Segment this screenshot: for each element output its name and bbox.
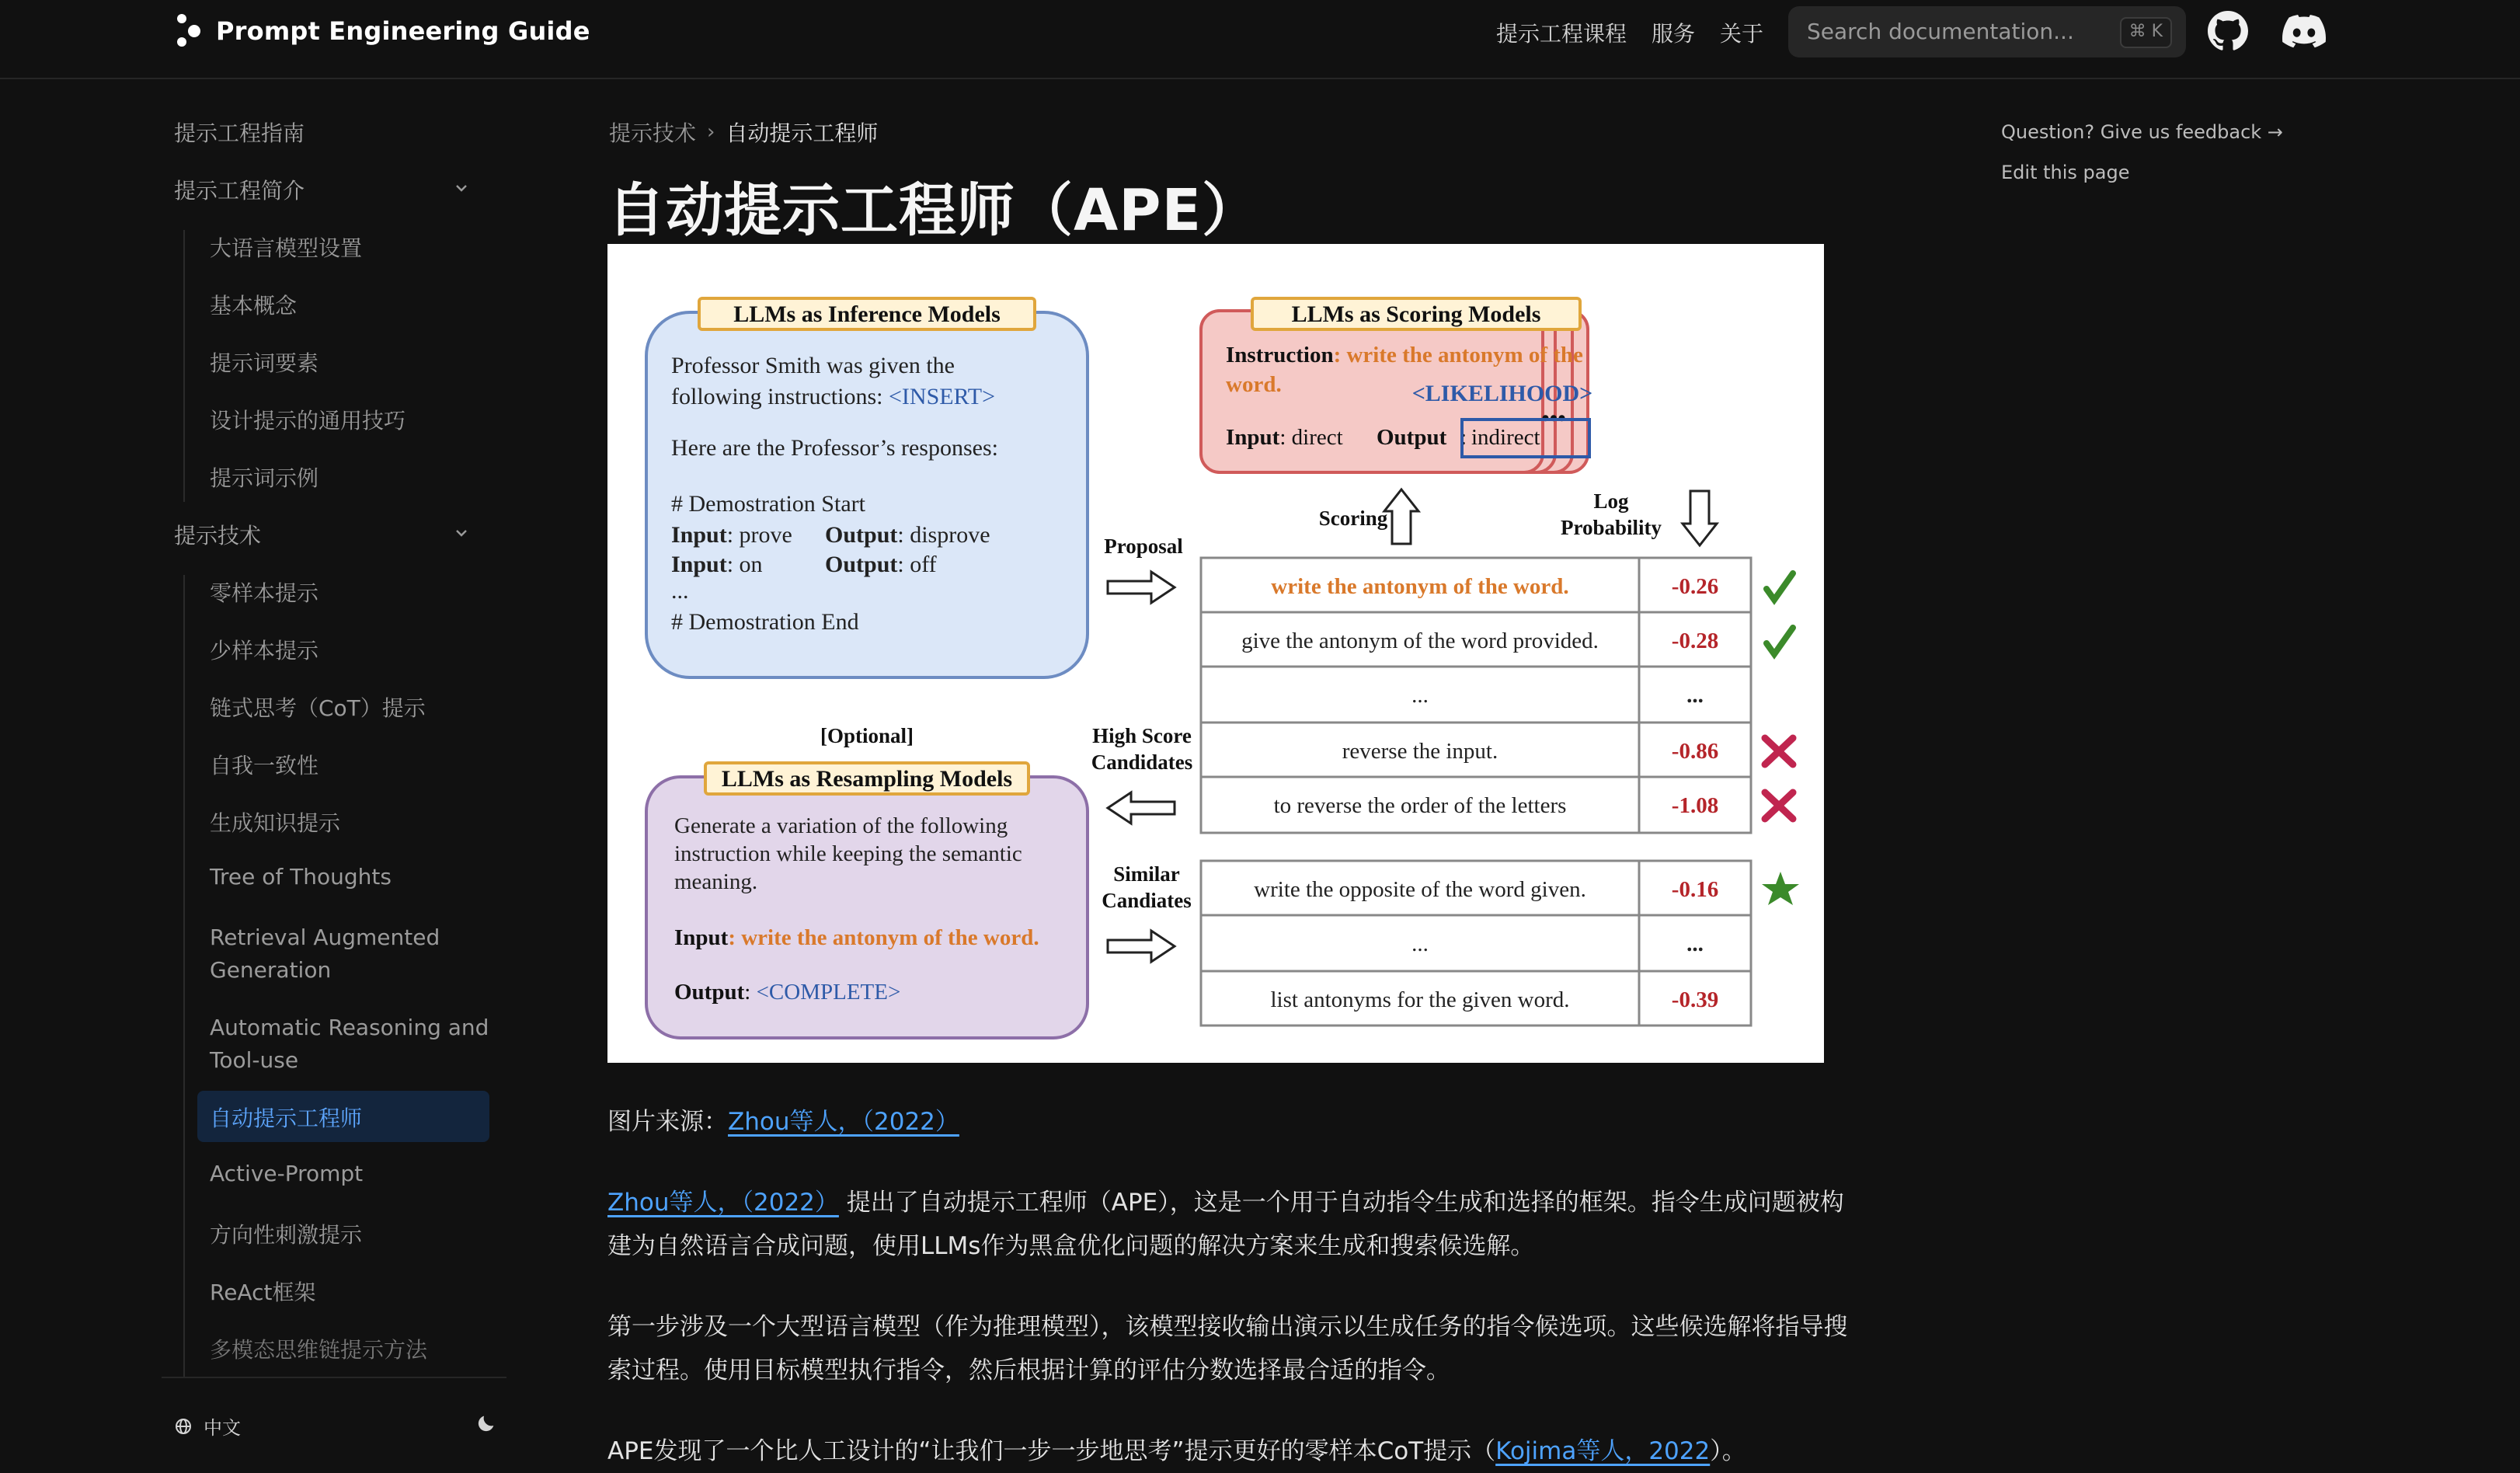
cross-icon	[1765, 792, 1793, 819]
sidebar-item-consistency[interactable]: 自我一致性	[210, 753, 319, 778]
logo-icon	[174, 12, 210, 50]
caption-source-link[interactable]: Zhou等人，（2022）	[728, 1108, 959, 1136]
breadcrumb-parent[interactable]: 提示技术	[609, 120, 697, 146]
scoring-instruction: Instruction: write the antonym of the	[1226, 343, 1583, 367]
candidate-text: ...	[1411, 683, 1429, 708]
language-label: 中文	[204, 1417, 241, 1439]
ape-figure	[607, 244, 1824, 1063]
paragraph-1	[607, 1181, 1913, 1268]
similar-candidate-text: ...	[1411, 932, 1429, 956]
sidebar-item-tips[interactable]: 设计提示的通用技巧	[210, 408, 406, 434]
top-navbar	[0, 0, 2520, 79]
inference-line: following instructions: <INSERT>	[671, 384, 996, 409]
sidebar-item-ape-label[interactable]: 自动提示工程师	[210, 1106, 363, 1131]
moon-icon[interactable]	[475, 1412, 497, 1434]
sidebar-item-fewshot[interactable]: 少样本提示	[210, 638, 319, 663]
resampling-model-title: LLMs as Resampling Models	[721, 766, 1013, 792]
demo-row: Output: disprove	[825, 522, 990, 548]
similar-candidate-score: -0.16	[1671, 877, 1719, 902]
scoring-output-value: indirect	[1471, 425, 1540, 450]
search-placeholder: Search documentation...	[1807, 19, 2074, 44]
proposal-label: Proposal	[1104, 535, 1183, 558]
sidebar-item-tot[interactable]: Tree of Thoughts	[210, 864, 392, 890]
check-icon	[1766, 573, 1793, 600]
figure-caption	[607, 1100, 1913, 1144]
chevron-down-icon[interactable]	[452, 524, 471, 542]
arrow-up-icon	[1384, 489, 1418, 544]
inference-line: Here are the Professor’s responses:	[671, 435, 998, 461]
sidebar-item-art[interactable]	[210, 1012, 489, 1077]
zhou-paper-link[interactable]: Zhou等人，（2022）	[607, 1189, 839, 1217]
candidate-score: -0.26	[1671, 574, 1719, 599]
demo-row: Output: off	[825, 552, 937, 577]
search-input[interactable]	[1788, 6, 2186, 57]
high-score-label: High Score	[1092, 724, 1192, 747]
paragraph-2	[607, 1305, 1913, 1392]
paragraph-3	[607, 1429, 1913, 1473]
sidebar-item-label: Generation	[210, 957, 332, 983]
resampling-line: instruction while keeping the semantic	[674, 841, 1022, 866]
paragraph-text: 提出了自动提示工程师（APE），这是一个用于自动指令生成和选择的框架。指令生成问题被构	[838, 1189, 1844, 1217]
demo-row: Input: on	[671, 552, 763, 577]
sidebar-item-react[interactable]: ReAct框架	[210, 1280, 316, 1305]
paragraph-line: 建为自然语言合成问题，使用LLMs作为黑盒优化问题的解决方案来生成和搜索候选解。	[607, 1232, 1535, 1260]
nav-link-about[interactable]: 关于	[1720, 21, 1764, 47]
log-probability-label: Probability	[1560, 516, 1662, 539]
candidate-score: ...	[1686, 683, 1704, 708]
scoring-instruction-cont: word.	[1226, 372, 1282, 397]
sidebar-item-basics[interactable]: 基本概念	[210, 293, 298, 319]
sidebar-item-elements[interactable]: 提示词要素	[210, 350, 319, 376]
inference-line: # Demostration Start	[671, 491, 865, 517]
candidate-score: -1.08	[1671, 793, 1719, 818]
chevron-down-icon[interactable]	[452, 179, 471, 197]
cross-icon	[1765, 738, 1793, 764]
candidate-score: -0.86	[1671, 739, 1719, 764]
sidebar-guide-line	[183, 575, 185, 1377]
search-shortcut-badge: ⌘ K	[2120, 17, 2172, 48]
sidebar-item-cot[interactable]: 链式思考（CoT）提示	[210, 695, 426, 721]
paragraph-text: APE发现了一个比人工设计的“让我们一步一步地思考”提示更好的零样本CoT提示（	[607, 1437, 1496, 1465]
candidate-text: write the antonym of the word.	[1271, 574, 1569, 599]
high-score-label: Candidates	[1091, 750, 1193, 774]
resampling-output: Output: <COMPLETE>	[674, 980, 901, 1005]
check-icon	[1766, 628, 1793, 654]
arrow-right-icon	[1108, 572, 1175, 603]
sidebar-item-rag[interactable]	[210, 921, 440, 987]
candidate-text: to reverse the order of the letters	[1273, 793, 1567, 818]
sidebar-item-guide[interactable]: 提示工程指南	[174, 120, 305, 146]
candidate-score: -0.28	[1671, 629, 1719, 653]
brand-logo[interactable]	[174, 12, 590, 50]
scoring-output-label: Output	[1377, 425, 1447, 450]
sidebar-item-multimodal-cot[interactable]: 多模态思维链提示方法	[210, 1337, 428, 1363]
scoring-input: Input: direct	[1226, 425, 1343, 450]
feedback-link[interactable]: Question? Give us feedback →	[2001, 121, 2283, 143]
resampling-line: Generate a variation of the following	[674, 813, 1008, 838]
kojima-paper-link[interactable]: Kojima等人，2022	[1495, 1437, 1711, 1465]
sidebar-item-intro[interactable]: 提示工程简介	[174, 178, 305, 204]
sidebar-item-active-prompt[interactable]: Active-Prompt	[210, 1161, 364, 1186]
chevron-right-icon: ›	[707, 120, 715, 144]
arrow-down-icon	[1683, 491, 1717, 545]
resampling-line: meaning.	[674, 869, 758, 894]
breadcrumb	[609, 117, 878, 148]
sidebar-item-knowledge[interactable]: 生成知识提示	[210, 810, 341, 836]
language-switcher[interactable]	[174, 1412, 241, 1440]
sidebar-item-techniques[interactable]: 提示技术	[174, 523, 262, 548]
caption-prefix: 图片来源：	[607, 1108, 728, 1136]
github-icon[interactable]	[2208, 11, 2248, 51]
arrow-right-icon	[1108, 931, 1175, 962]
scoring-output-colon: :	[1460, 425, 1467, 450]
inference-line: # Demostration End	[671, 609, 859, 635]
arrow-left-icon	[1108, 792, 1175, 824]
candidate-text: give the antonym of the word provided.	[1241, 629, 1599, 653]
edit-page-link[interactable]: Edit this page	[2001, 162, 2130, 183]
candidate-text: reverse the input.	[1342, 739, 1498, 764]
similar-candidate-text: list antonyms for the given word.	[1270, 987, 1570, 1012]
sidebar-item-label: Automatic Reasoning and	[210, 1015, 489, 1040]
paragraph-line: 索过程。使用目标模型执行指令，然后根据计算的评估分数选择最合适的指令。	[607, 1356, 1450, 1384]
globe-icon	[174, 1417, 193, 1436]
paragraph-line	[607, 1181, 1913, 1224]
breadcrumb-current: 自动提示工程师	[726, 120, 879, 146]
resampling-input: Input: write the antonym of the word.	[674, 925, 1039, 950]
scoring-model-title: LLMs as Scoring Models	[1291, 301, 1541, 327]
candidate-table	[1201, 558, 1751, 833]
similar-candidate-text: write the opposite of the word given.	[1254, 877, 1586, 902]
paragraph-text: ）。	[1710, 1437, 1746, 1465]
demo-row: Input: prove	[671, 522, 792, 548]
similar-candidate-score: -0.39	[1671, 987, 1719, 1012]
ellipsis-text: •••	[1541, 406, 1566, 431]
paragraph-line: 第一步涉及一个大型语言模型（作为推理模型），该模型接收输出演示以生成任务的指令候选项。这些候选解将指导搜	[607, 1313, 1848, 1341]
page-title: 自动提示工程师（APE）	[607, 177, 1261, 244]
sidebar-item-dsp[interactable]: 方向性刺激提示	[210, 1222, 363, 1248]
log-probability-label: Log	[1593, 489, 1629, 513]
sidebar-item-label: Retrieval Augmented	[210, 925, 440, 950]
similar-label: Candiates	[1102, 889, 1192, 912]
sidebar-item-zeroshot[interactable]: 零样本提示	[210, 580, 319, 606]
inference-line: ...	[671, 578, 689, 604]
nav-link-services[interactable]: 服务	[1652, 21, 1696, 47]
sidebar-item-llm-settings[interactable]: 大语言模型设置	[210, 235, 363, 261]
inference-model-title: LLMs as Inference Models	[733, 301, 1001, 327]
likelihood-tag: <LIKELIHOOD>	[1411, 381, 1593, 406]
optional-label: [Optional]	[820, 724, 914, 747]
ape-diagram	[607, 244, 1824, 1063]
scoring-label: Scoring	[1318, 507, 1388, 530]
star-icon	[1762, 872, 1799, 905]
nav-link-course[interactable]: 提示工程课程	[1496, 21, 1627, 47]
similar-candidate-score: ...	[1686, 932, 1704, 956]
sidebar-item-examples[interactable]: 提示词示例	[210, 465, 319, 491]
discord-icon[interactable]	[2282, 11, 2326, 51]
inference-line: Professor Smith was given the	[671, 353, 955, 378]
brand-title: Prompt Engineering Guide	[216, 16, 590, 46]
sidebar-item-label: Tool-use	[210, 1047, 299, 1073]
sidebar-divider	[162, 1377, 506, 1378]
sidebar-guide-line	[183, 230, 185, 502]
similar-label: Similar	[1113, 862, 1180, 886]
